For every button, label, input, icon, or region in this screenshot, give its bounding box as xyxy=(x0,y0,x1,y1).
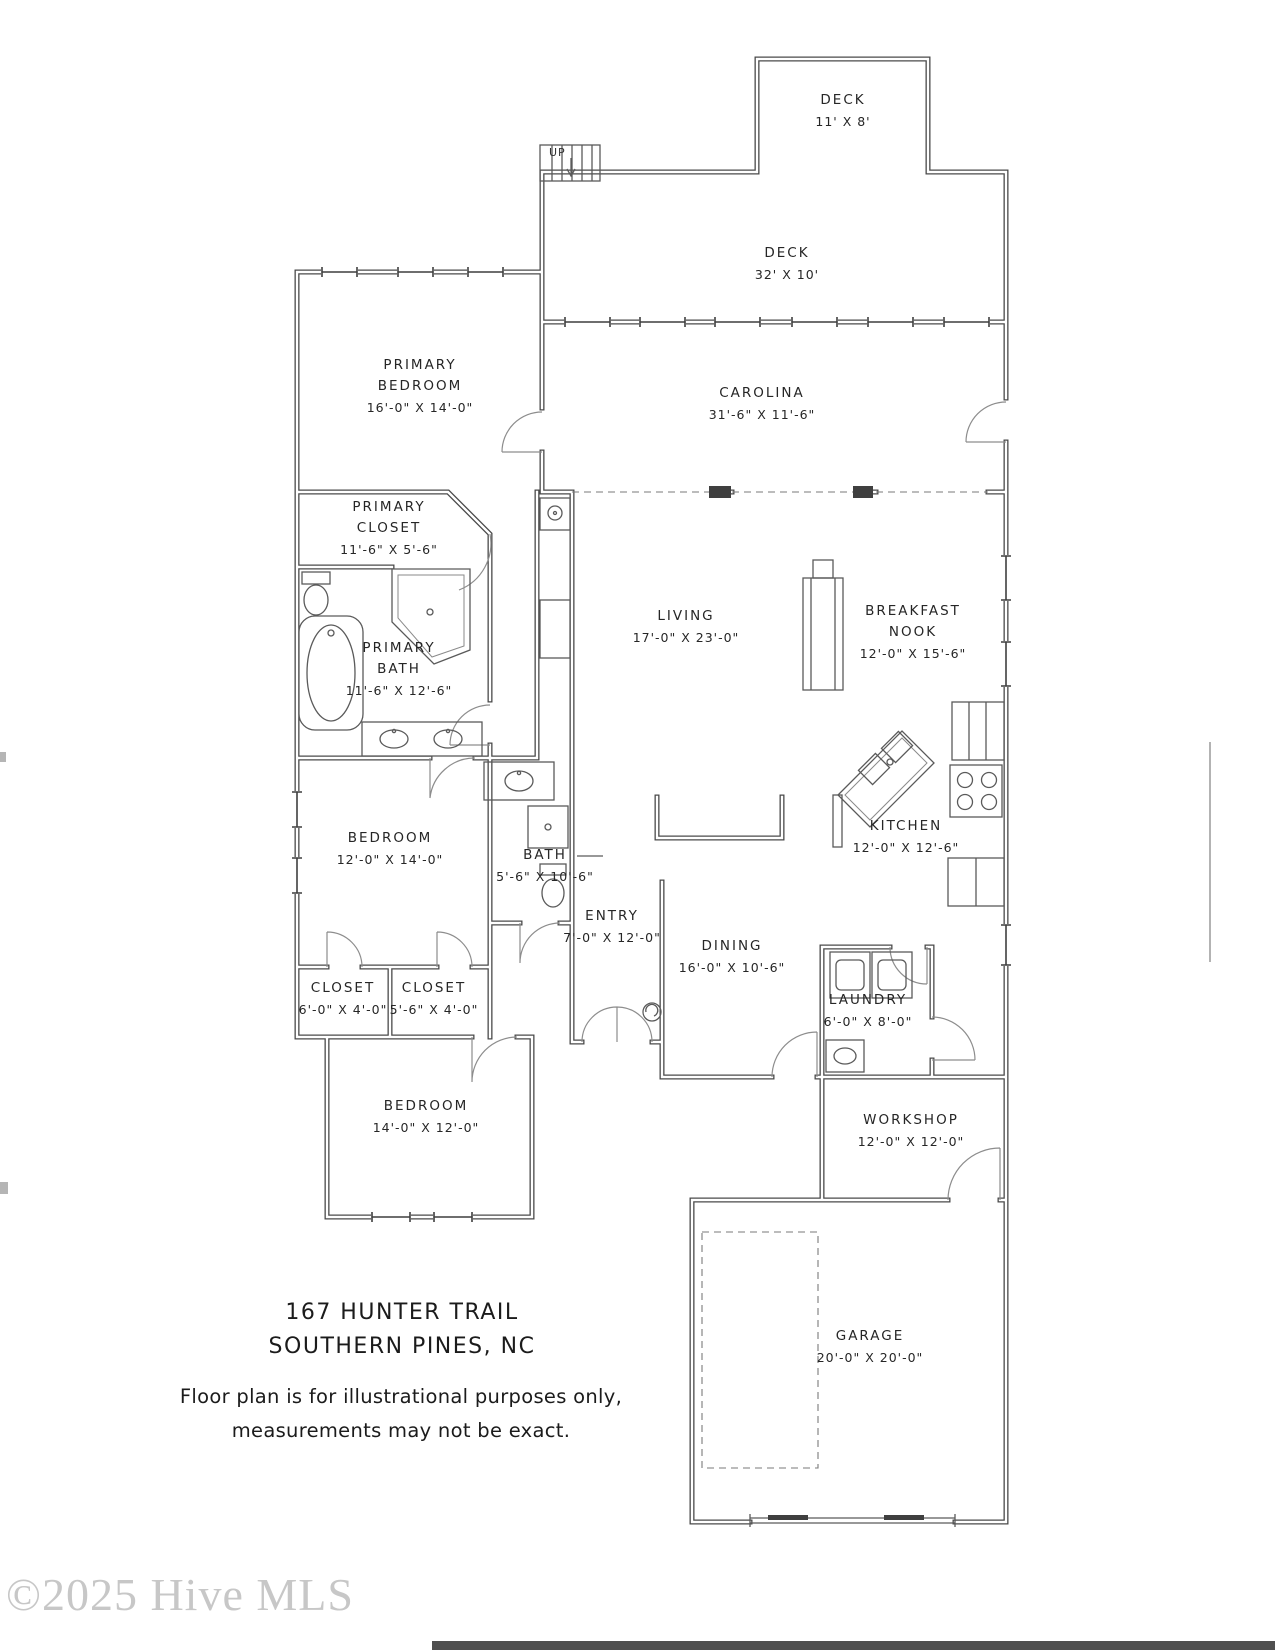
door-arc xyxy=(327,932,362,967)
double-vanity-icon xyxy=(362,722,482,756)
ceiling-fixture-icon xyxy=(643,1003,661,1021)
address-line2: SOUTHERN PINES, NC xyxy=(268,1334,536,1359)
room-label-laundry: LAUNDRY 6'-0" X 8'-0" xyxy=(823,992,913,1029)
door-arc xyxy=(948,1148,1000,1200)
hive-mls-watermark: ©2025 Hive MLS xyxy=(6,1569,354,1620)
disclaimer-text xyxy=(180,1380,622,1448)
room-label-carolina: CAROLINA 31'-6" X 11'-6" xyxy=(708,385,816,422)
room-label-closet-a: CLOSET 6'-0" X 4'-0" xyxy=(298,980,388,1017)
room-label-breakfast-nook: BREAKFAST NOOK 12'-0" X 15'-6" xyxy=(859,603,967,661)
room-label-bedroom3: BEDROOM 14'-0" X 12'-0" xyxy=(372,1098,480,1135)
scan-edge-band xyxy=(432,1641,1275,1650)
garage-door xyxy=(750,1514,955,1527)
stairs-up-label: UP xyxy=(549,146,566,159)
room-label-deck-main: DECK 32' X 10' xyxy=(754,245,820,282)
fridge-icon xyxy=(948,858,1004,906)
room-label-closet-b: CLOSET 5'-6" X 4'-0" xyxy=(389,980,479,1017)
room-label-primary-closet: PRIMARY CLOSET 11'-6" X 5'-6" xyxy=(340,499,438,557)
room-label-primary-bedroom: PRIMARY BEDROOM 16'-0" X 14'-0" xyxy=(366,357,474,415)
room-label-living: LIVING 17'-0" X 23'-0" xyxy=(632,608,740,645)
property-address xyxy=(269,1296,536,1364)
kitchen-fixtures xyxy=(833,702,1004,906)
scan-artifact xyxy=(0,1182,8,1194)
toilet-icon xyxy=(302,572,330,615)
door-arc xyxy=(966,402,1006,442)
utility-sink-icon xyxy=(826,1040,864,1072)
room-label-workshop: WORKSHOP 12'-0" X 12'-0" xyxy=(857,1112,965,1149)
range-icon xyxy=(950,765,1002,817)
disclaimer-line1: Floor plan is for illustrational purposes only, xyxy=(179,1385,623,1408)
door-arc xyxy=(437,932,472,967)
cased-openings xyxy=(572,486,988,498)
door-arc xyxy=(472,1037,517,1082)
address-line1: 167 HUNTER TRAIL xyxy=(285,1300,519,1325)
garage-storage-dashed xyxy=(702,1232,818,1468)
door-arc xyxy=(430,758,475,798)
niche-sink-icon xyxy=(540,498,570,530)
scan-artifact xyxy=(0,752,6,762)
vanity-icon xyxy=(484,762,554,800)
hall-cabinets xyxy=(540,498,570,658)
door-arc xyxy=(450,705,490,745)
shower-stall-icon xyxy=(528,806,568,848)
room-label-kitchen: KITCHEN 12'-0" X 12'-6" xyxy=(852,818,960,855)
door-arc xyxy=(932,1017,975,1060)
disclaimer-line2: measurements may not be exact. xyxy=(231,1419,571,1442)
linen-closet-icon xyxy=(540,600,570,658)
door-arc xyxy=(520,923,560,963)
room-label-dining: DINING 16'-0" X 10'-6" xyxy=(678,938,786,975)
room-label-entry: ENTRY 7'-0" X 12'-0" xyxy=(563,908,661,945)
pantry-cabinet-icon xyxy=(952,702,1004,760)
room-label-bedroom2: BEDROOM 12'-0" X 14'-0" xyxy=(336,830,444,867)
room-label-primary-bath: PRIMARY BATH 11'-6" X 12'-6" xyxy=(345,640,453,698)
room-label-deck-upper: DECK 11' X 8' xyxy=(815,92,871,129)
room-label-garage: GARAGE 20'-0" X 20'-0" xyxy=(816,1328,924,1365)
fireplace-icon xyxy=(803,560,843,690)
door-arc xyxy=(772,1032,817,1077)
door-arc xyxy=(502,412,542,452)
column xyxy=(709,486,731,498)
sofa-icon xyxy=(657,797,782,838)
front-door-arcs xyxy=(582,1007,652,1042)
column xyxy=(853,486,873,498)
room-label-bath2: BATH 5'-6" X 10'-6" xyxy=(496,847,594,884)
